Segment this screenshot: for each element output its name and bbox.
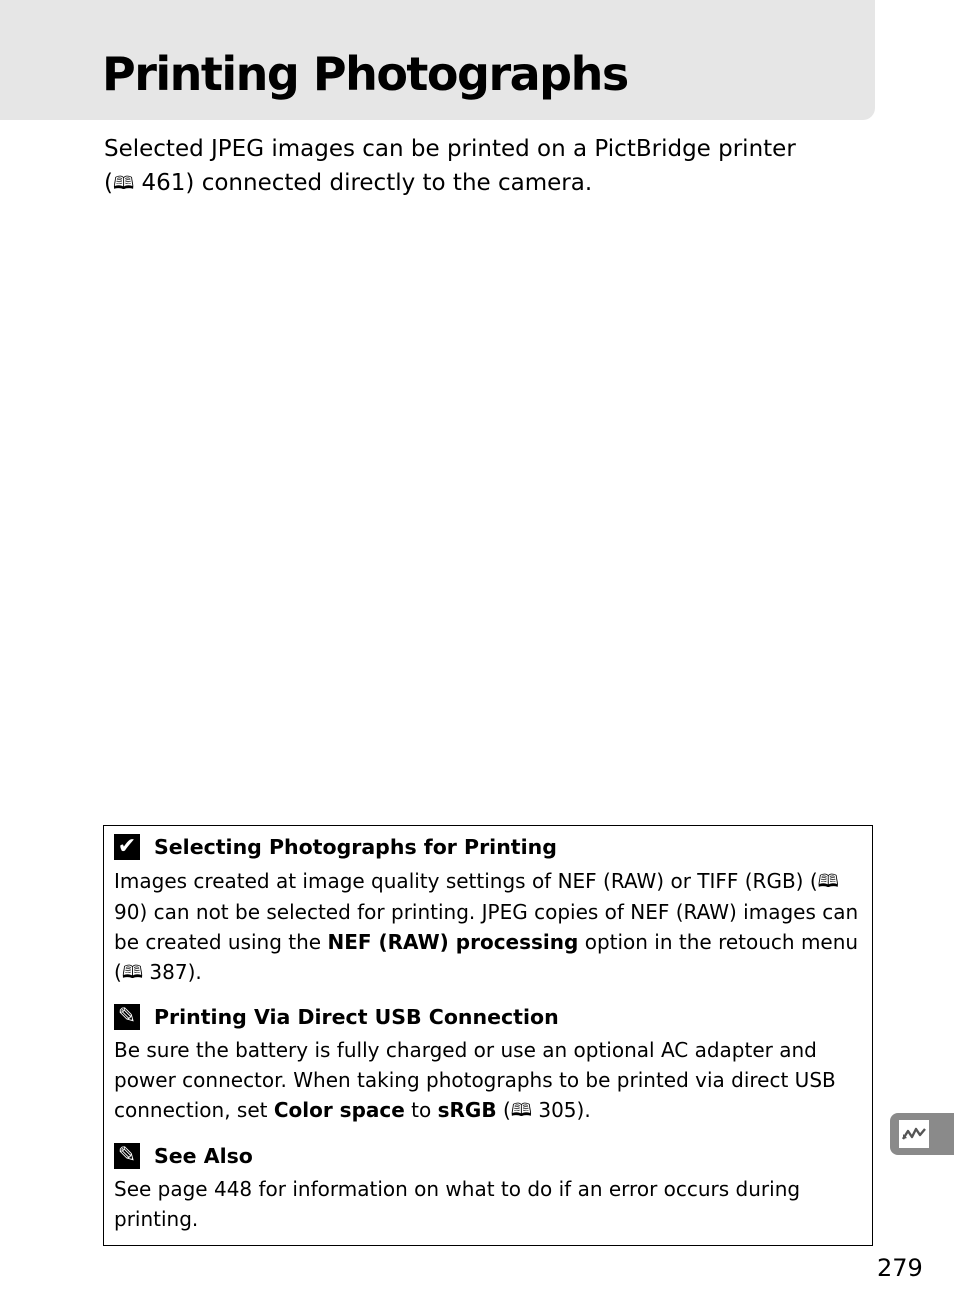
note-text: ( <box>496 1098 511 1122</box>
note-heading-text: Printing Via Direct USB Connection <box>154 1005 559 1029</box>
note-body-see-also: See page 448 for information on what to do if an error occurs during printing. <box>114 1177 801 1231</box>
note-text: 90) can not be selected for printing. JPEG copies of NEF (RAW) images can be created using the <box>114 900 859 954</box>
page-number: 279 <box>877 1254 923 1282</box>
book-reference-icon: 🕮 <box>121 962 144 983</box>
note-heading-text: See Also <box>154 1144 253 1168</box>
section-tab <box>890 1113 954 1155</box>
book-reference-icon: 🕮 <box>112 173 135 194</box>
menu-option-name: sRGB <box>437 1098 497 1122</box>
note-heading-usb <box>114 1002 559 1032</box>
check-mark-icon: ✔ <box>114 834 140 860</box>
pencil-icon: ✎ <box>114 1004 140 1030</box>
note-body-selecting <box>114 866 869 988</box>
intro-line-2: connected directly to the camera. <box>194 170 593 196</box>
page-title: Printing Photographs <box>102 47 628 101</box>
menu-item-name: NEF (RAW) processing <box>327 930 579 954</box>
connection-icon <box>899 1120 929 1148</box>
pencil-icon: ✎ <box>114 1143 140 1169</box>
note-heading-selecting <box>114 832 557 862</box>
note-heading-text: Selecting Photographs for Printing <box>154 835 557 859</box>
note-text: option in the retouch menu ( <box>114 930 859 984</box>
note-text: Be sure the battery is fully charged or use an optional AC adapter and power connector. When taking photographs to be printed via direct USB connection, set <box>114 1038 836 1122</box>
intro-line-1: Selected JPEG images can be printed on a PictBridge printer <box>104 136 796 162</box>
intro-paragraph <box>104 132 864 201</box>
notes-box <box>103 825 873 1246</box>
note-text: 305). <box>532 1098 591 1122</box>
book-reference-icon: 🕮 <box>817 871 839 892</box>
note-body-usb <box>114 1035 869 1126</box>
menu-item-name: Color space <box>273 1098 405 1122</box>
note-heading-see-also <box>114 1141 253 1171</box>
note-text: to <box>404 1098 438 1122</box>
intro-ref-page: 461) <box>134 170 195 196</box>
note-text: 387). <box>143 960 202 984</box>
note-text: Images created at image quality settings of NEF (RAW) or TIFF (RGB) ( <box>114 869 818 893</box>
book-reference-icon: 🕮 <box>510 1100 532 1121</box>
intro-ref-open: ( <box>104 170 113 196</box>
